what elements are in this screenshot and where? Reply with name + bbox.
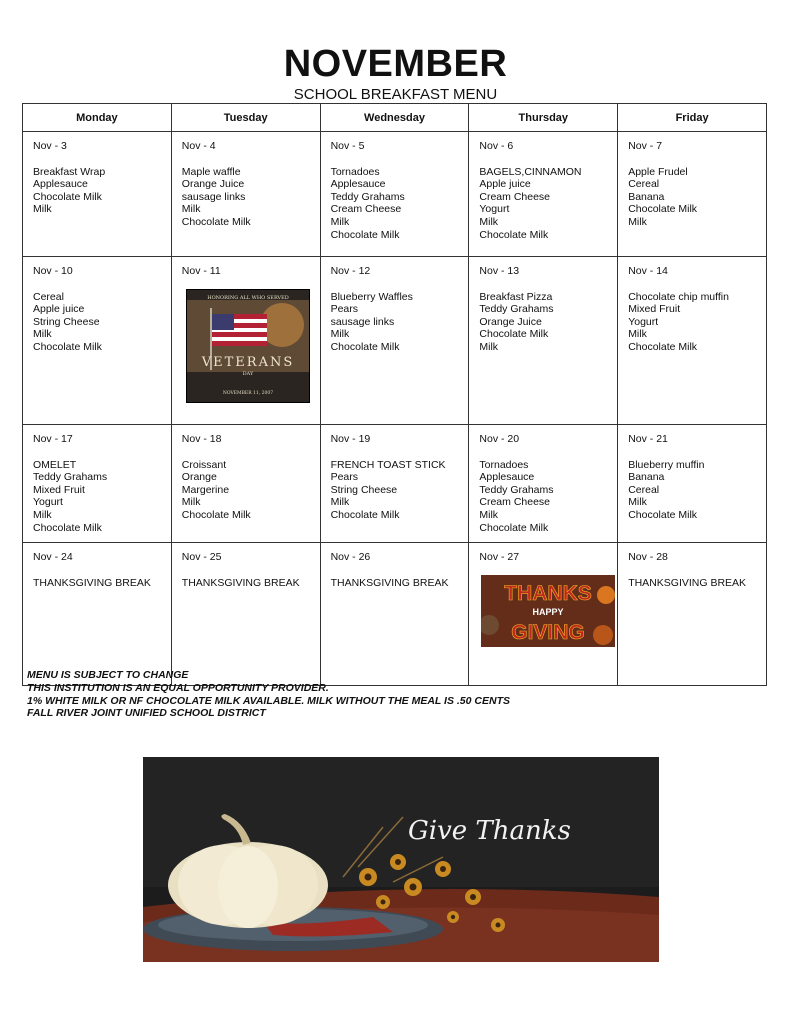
- menu-item: Teddy Grahams: [33, 471, 108, 484]
- menu-item: Pears: [330, 303, 359, 316]
- menu-item: OMELET: [33, 458, 77, 471]
- menu-items: [182, 166, 310, 229]
- veterans-top-text: HONORING ALL WHO SERVED: [207, 294, 289, 301]
- menu-item: Milk: [330, 496, 350, 509]
- menu-item: THANKSGIVING BREAK: [628, 576, 747, 589]
- day-date: Nov - 17: [33, 433, 73, 445]
- menu-item: Milk: [33, 328, 52, 341]
- menu-item: sausage links: [181, 190, 246, 203]
- note-line: MENU IS SUBJECT TO CHANGE: [27, 669, 189, 681]
- header-wednesday: Wednesday: [320, 104, 469, 132]
- menu-item: Tornadoes: [330, 165, 380, 178]
- day-cell: [23, 257, 172, 425]
- menu-item: Chocolate Milk: [33, 521, 102, 534]
- day-cell: [618, 257, 767, 425]
- menu-item: Milk: [181, 496, 201, 509]
- menu-item: Chocolate chip muffin: [628, 290, 729, 303]
- menu-items: [182, 459, 310, 522]
- menu-item: Blueberry Waffles: [330, 290, 413, 303]
- tg-line3: GIVING: [511, 620, 586, 644]
- menu-item: Milk: [479, 508, 499, 521]
- menu-item: Apple juice: [479, 178, 531, 191]
- menu-items: [479, 166, 607, 242]
- give-thanks-banner: [143, 757, 659, 962]
- menu-item: Chocolate Milk: [479, 521, 549, 534]
- menu-item: Chocolate Milk: [479, 328, 549, 341]
- menu-item: Cereal: [628, 483, 660, 496]
- menu-items: [628, 166, 756, 229]
- menu-item: Applesauce: [33, 178, 88, 191]
- veterans-main-text: VETERANS: [201, 354, 295, 370]
- header-thursday: Thursday: [469, 104, 618, 132]
- menu-item: Milk: [181, 203, 201, 216]
- menu-item: FRENCH TOAST STICK: [330, 458, 446, 471]
- day-cell: [469, 543, 618, 686]
- menu-item: Milk: [628, 215, 647, 228]
- day-cell: [618, 543, 767, 686]
- veterans-day-image: [186, 289, 310, 403]
- day-date: Nov - 6: [479, 140, 514, 152]
- menu-items: [331, 166, 459, 242]
- menu-item: Breakfast Wrap: [33, 165, 106, 178]
- menu-item: Apple juice: [33, 303, 85, 316]
- menu-notes: [27, 669, 510, 720]
- day-date: Nov - 20: [479, 433, 520, 445]
- menu-item: Teddy Grahams: [330, 190, 405, 203]
- menu-item: Chocolate Milk: [330, 340, 400, 353]
- menu-item: Chocolate Milk: [330, 228, 400, 241]
- week-row: [23, 132, 767, 257]
- day-date: Nov - 21: [628, 433, 668, 445]
- menu-item: Yogurt: [479, 203, 510, 216]
- menu-items: [628, 291, 756, 354]
- day-cell: [469, 425, 618, 543]
- menu-item: Chocolate Milk: [479, 228, 549, 241]
- day-cell: [23, 132, 172, 257]
- menu-items: [628, 577, 756, 590]
- day-date: Nov - 12: [330, 265, 371, 277]
- happy-thanksgiving-image: [481, 575, 615, 647]
- menu-item: Applesauce: [330, 178, 386, 191]
- week-row: [23, 425, 767, 543]
- week-row: [23, 543, 767, 686]
- banner-text: Give Thanks: [408, 816, 571, 846]
- menu-item: String Cheese: [330, 483, 398, 496]
- menu-items: [479, 291, 607, 354]
- page-subtitle: SCHOOL BREAKFAST MENU: [293, 86, 498, 103]
- menu-item: Mixed Fruit: [33, 483, 85, 496]
- menu-item: Chocolate Milk: [33, 340, 102, 353]
- day-cell: [171, 543, 320, 686]
- day-cell: [618, 425, 767, 543]
- menu-items: [331, 291, 459, 354]
- menu-item: Orange: [181, 471, 217, 484]
- week-row: [23, 257, 767, 425]
- menu-item: Cereal: [628, 178, 660, 191]
- day-cell: [320, 425, 469, 543]
- menu-item: Milk: [479, 340, 499, 353]
- menu-item: Chocolate Milk: [181, 215, 251, 228]
- menu-items: [33, 459, 161, 535]
- menu-item: Chocolate Milk: [628, 508, 698, 521]
- menu-calendar: [22, 103, 767, 686]
- menu-item: Cream Cheese: [330, 203, 402, 216]
- menu-item: Milk: [628, 328, 647, 341]
- menu-item: Banana: [628, 471, 665, 484]
- day-cell: [469, 257, 618, 425]
- day-cell: [320, 543, 469, 686]
- veterans-date-text: NOVEMBER 11, 2007: [222, 390, 273, 396]
- note-line: FALL RIVER JOINT UNIFIED SCHOOL DISTRICT: [27, 707, 266, 720]
- menu-item: Yogurt: [33, 496, 63, 509]
- menu-item: Cereal: [33, 290, 64, 303]
- menu-item: Teddy Grahams: [479, 483, 554, 496]
- day-cell: [23, 543, 172, 686]
- tg-line2: HAPPY: [532, 606, 564, 617]
- note-line: 1% WHITE MILK OR NF CHOCOLATE MILK AVAILABLE. MILK WITHOUT THE MEAL IS .50 CENTS: [27, 694, 510, 707]
- menu-items: [33, 291, 161, 354]
- menu-items: [331, 459, 459, 522]
- menu-item: BAGELS,CINNAMON: [479, 165, 582, 178]
- day-date: Nov - 26: [330, 551, 371, 563]
- menu-item: THANKSGIVING BREAK: [181, 576, 300, 589]
- menu-item: Margerine: [181, 483, 230, 496]
- menu-item: Cream Cheese: [479, 496, 551, 509]
- menu-item: THANKSGIVING BREAK: [33, 576, 151, 589]
- day-date: Nov - 25: [181, 551, 222, 563]
- menu-items: [479, 459, 607, 535]
- day-date: Nov - 28: [628, 551, 668, 563]
- menu-items: [331, 577, 459, 590]
- menu-item: sausage links: [330, 315, 395, 328]
- menu-item: Pears: [330, 471, 359, 484]
- day-cell: [320, 257, 469, 425]
- day-date: Nov - 24: [33, 551, 73, 563]
- header-friday: Friday: [618, 104, 767, 132]
- menu-item: Chocolate Milk: [330, 508, 400, 521]
- menu-item: String Cheese: [33, 315, 100, 328]
- day-date: Nov - 11: [181, 265, 221, 277]
- menu-item: Apple Frudel: [628, 165, 688, 178]
- day-cell: [469, 132, 618, 257]
- menu-item: Mixed Fruit: [628, 303, 681, 316]
- menu-item: Milk: [33, 508, 52, 521]
- header-monday: Monday: [23, 104, 172, 132]
- menu-item: Teddy Grahams: [479, 303, 554, 316]
- menu-items: [182, 577, 310, 590]
- day-date: Nov - 18: [181, 433, 222, 445]
- header-tuesday: Tuesday: [171, 104, 320, 132]
- day-cell: [320, 132, 469, 257]
- menu-item: Orange Juice: [181, 178, 245, 191]
- day-date: Nov - 27: [479, 551, 520, 563]
- menu-item: Milk: [479, 215, 499, 228]
- menu-item: Croissant: [181, 458, 227, 471]
- menu-item: Yogurt: [628, 315, 659, 328]
- day-cell: [23, 425, 172, 543]
- menu-item: Chocolate Milk: [181, 508, 251, 521]
- weekday-header-row: [23, 104, 767, 132]
- menu-item: Maple waffle: [181, 165, 241, 178]
- menu-item: THANKSGIVING BREAK: [330, 576, 449, 589]
- day-date: Nov - 19: [330, 433, 371, 445]
- veterans-sub-text: DAY: [242, 370, 254, 377]
- menu-item: Chocolate Milk: [628, 340, 698, 353]
- day-cell: [618, 132, 767, 257]
- day-cell: [171, 132, 320, 257]
- menu-item: Chocolate Milk: [628, 203, 698, 216]
- day-date: Nov - 7: [628, 140, 663, 152]
- menu-item: Banana: [628, 190, 665, 203]
- day-date: Nov - 13: [479, 265, 520, 277]
- day-cell: [171, 425, 320, 543]
- tg-line1: THANKS: [504, 581, 593, 605]
- note-line: THIS INSTITUTION IS AN EQUAL OPPORTUNITY PROVIDER.: [27, 681, 329, 694]
- menu-item: Blueberry muffin: [628, 458, 705, 471]
- menu-item: Tornadoes: [479, 458, 529, 471]
- menu-items: [33, 577, 161, 590]
- give-thanks-illustration: [143, 757, 659, 962]
- day-date: Nov - 14: [628, 265, 668, 277]
- menu-item: Applesauce: [479, 471, 535, 484]
- day-date: Nov - 10: [33, 265, 73, 277]
- menu-items: [33, 166, 161, 216]
- day-cell: [171, 257, 320, 425]
- menu-item: Cream Cheese: [479, 190, 551, 203]
- menu-item: Milk: [33, 203, 52, 216]
- day-date: Nov - 3: [33, 140, 67, 152]
- menu-items: [628, 459, 756, 522]
- menu-item: Milk: [330, 215, 350, 228]
- day-date: Nov - 5: [330, 140, 365, 152]
- menu-item: Milk: [628, 496, 647, 509]
- menu-item: Milk: [330, 328, 350, 341]
- menu-item: Breakfast Pizza: [479, 290, 553, 303]
- day-date: Nov - 4: [181, 140, 216, 152]
- page-title: NOVEMBER: [283, 43, 508, 85]
- menu-item: Chocolate Milk: [33, 190, 102, 203]
- menu-item: Orange Juice: [479, 315, 542, 328]
